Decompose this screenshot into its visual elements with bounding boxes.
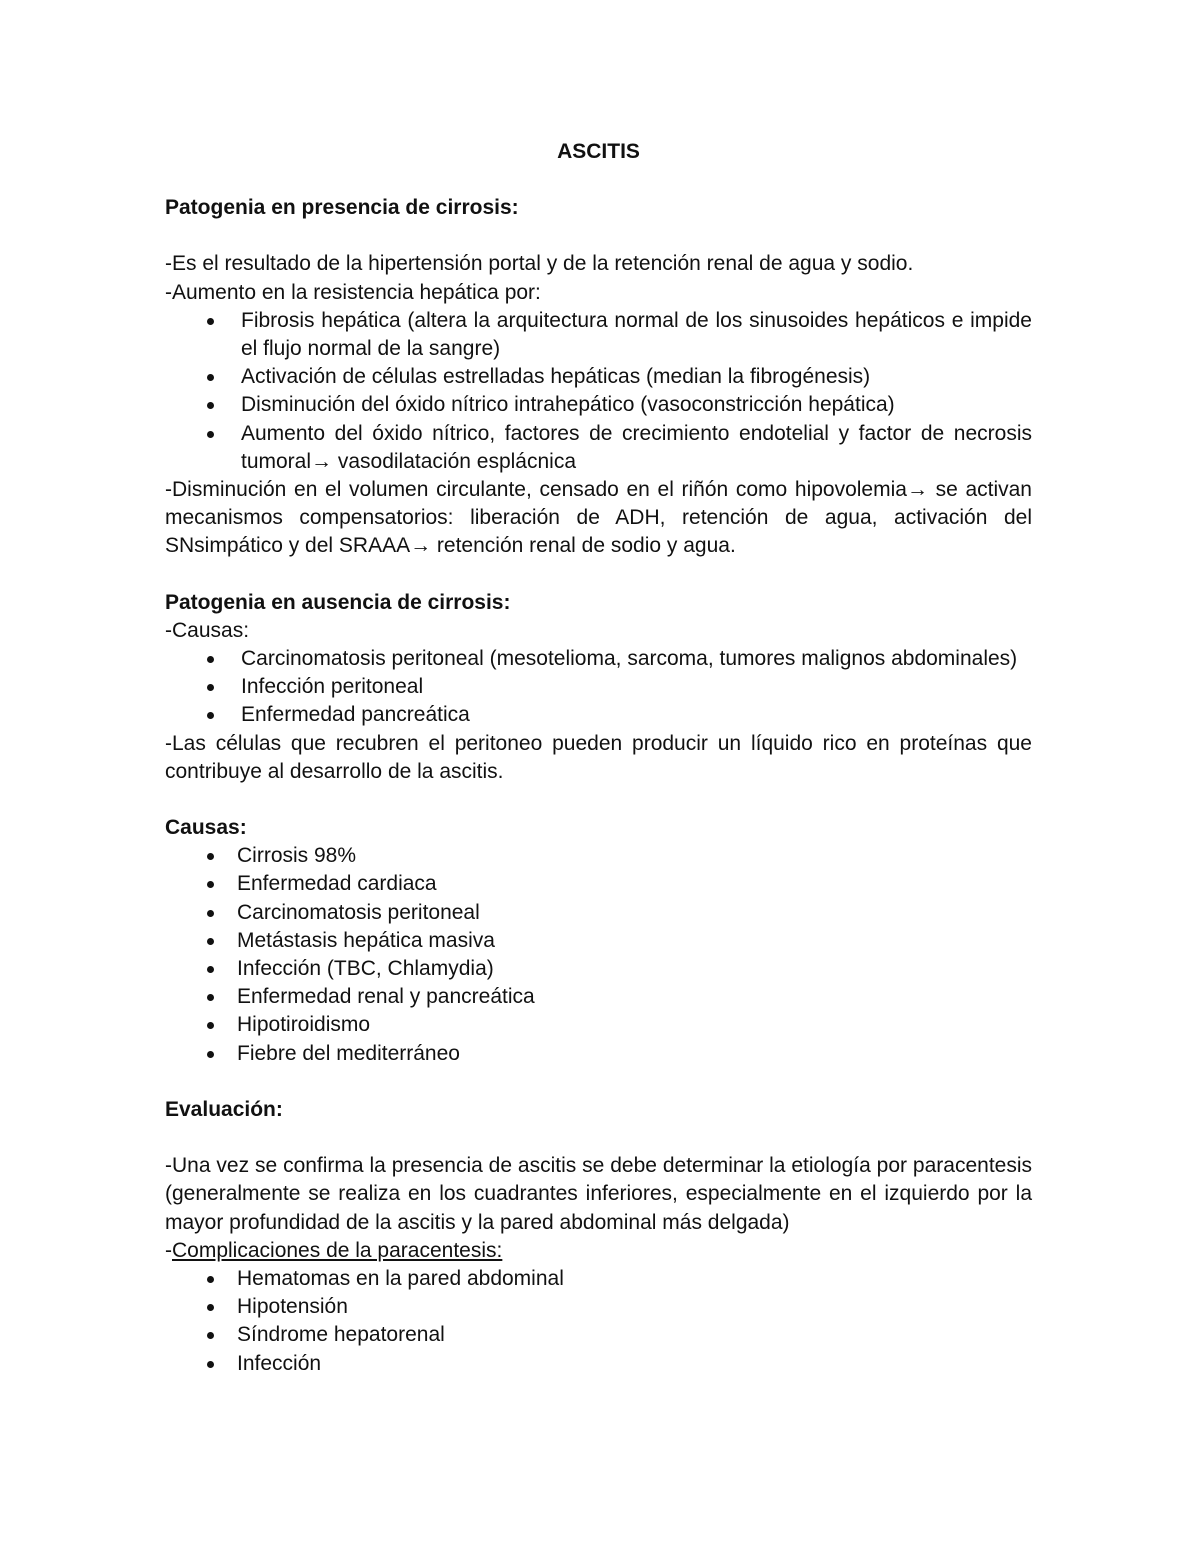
list-item: Carcinomatosis peritoneal (mesotelioma, sarcoma, tumores malignos abdominales): [165, 645, 1032, 673]
list-item: Infección (TBC, Chlamydia): [165, 955, 1032, 983]
list-item: Cirrosis 98%: [165, 842, 1032, 870]
paragraph: -Causas:: [165, 618, 250, 642]
list-item: Fibrosis hepática (altera la arquitectura normal de los sinusoides hepáticos e impide el flujo normal de la sangre): [165, 307, 1032, 363]
paragraph: -Las células que recubren el peritoneo pueden producir un líquido rico en proteínas que contribuye al desarrollo de la ascitis.: [165, 731, 1032, 783]
list-item: Hipotensión: [165, 1293, 1032, 1321]
paragraph: -Una vez se confirma la presencia de ascitis se debe determinar la etiología por paracentesis (generalmente se realiza en los cuadrantes inferiores, especialmente en el izquierdo por la mayor profundidad de la ascitis y la pared abdominal más delgada): [165, 1154, 1032, 1234]
document-page: [165, 138, 1032, 1378]
paragraph: -Disminución en el volumen circulante, censado en el riñón como hipovolemia→ se activan mecanismos compensatorios: liberación de ADH, retención de agua, activación del SNsimpático y del SRAAA→ retención renal de sodio y agua.: [165, 478, 1032, 558]
list-item: Carcinomatosis peritoneal: [165, 899, 1032, 927]
list-item: Síndrome hepatorenal: [165, 1321, 1032, 1349]
list-item: Infección peritoneal: [165, 673, 1032, 701]
underlined-subheading: Complicaciones de la paracentesis:: [172, 1238, 503, 1262]
list-item: Hematomas en la pared abdominal: [165, 1265, 1032, 1293]
list-item: Metástasis hepática masiva: [165, 927, 1032, 955]
paragraph: -Aumento en la resistencia hepática por:: [165, 280, 541, 304]
list-item: Enfermedad renal y pancreática: [165, 983, 1032, 1011]
bullet-list: [165, 307, 1032, 476]
page-title: ASCITIS: [557, 140, 640, 163]
bullet-list: [165, 1265, 1032, 1378]
dash-prefix: -: [165, 1238, 172, 1262]
list-item: Enfermedad cardiaca: [165, 870, 1032, 898]
list-item: Enfermedad pancreática: [165, 701, 1032, 729]
bullet-list: [165, 645, 1032, 730]
list-item: Activación de células estrelladas hepáticas (median la fibrogénesis): [165, 363, 1032, 391]
section-heading: Evaluación:: [165, 1097, 283, 1121]
section-heading: Patogenia en presencia de cirrosis:: [165, 196, 519, 220]
list-item: Hipotiroidismo: [165, 1011, 1032, 1039]
list-item: Fiebre del mediterráneo: [165, 1040, 1032, 1068]
bullet-list: [165, 842, 1032, 1068]
list-item: Disminución del óxido nítrico intrahepático (vasoconstricción hepática): [165, 391, 1032, 419]
list-item: Aumento del óxido nítrico, factores de crecimiento endotelial y factor de necrosis tumoral→ vasodilatación esplácnica: [165, 420, 1032, 476]
section-heading: Patogenia en ausencia de cirrosis:: [165, 590, 511, 614]
list-item: Infección: [165, 1350, 1032, 1378]
subheading-paragraph: [165, 1237, 1032, 1265]
section-heading: Causas:: [165, 816, 247, 840]
paragraph: -Es el resultado de la hipertensión portal y de la retención renal de agua y sodio.: [165, 252, 914, 276]
